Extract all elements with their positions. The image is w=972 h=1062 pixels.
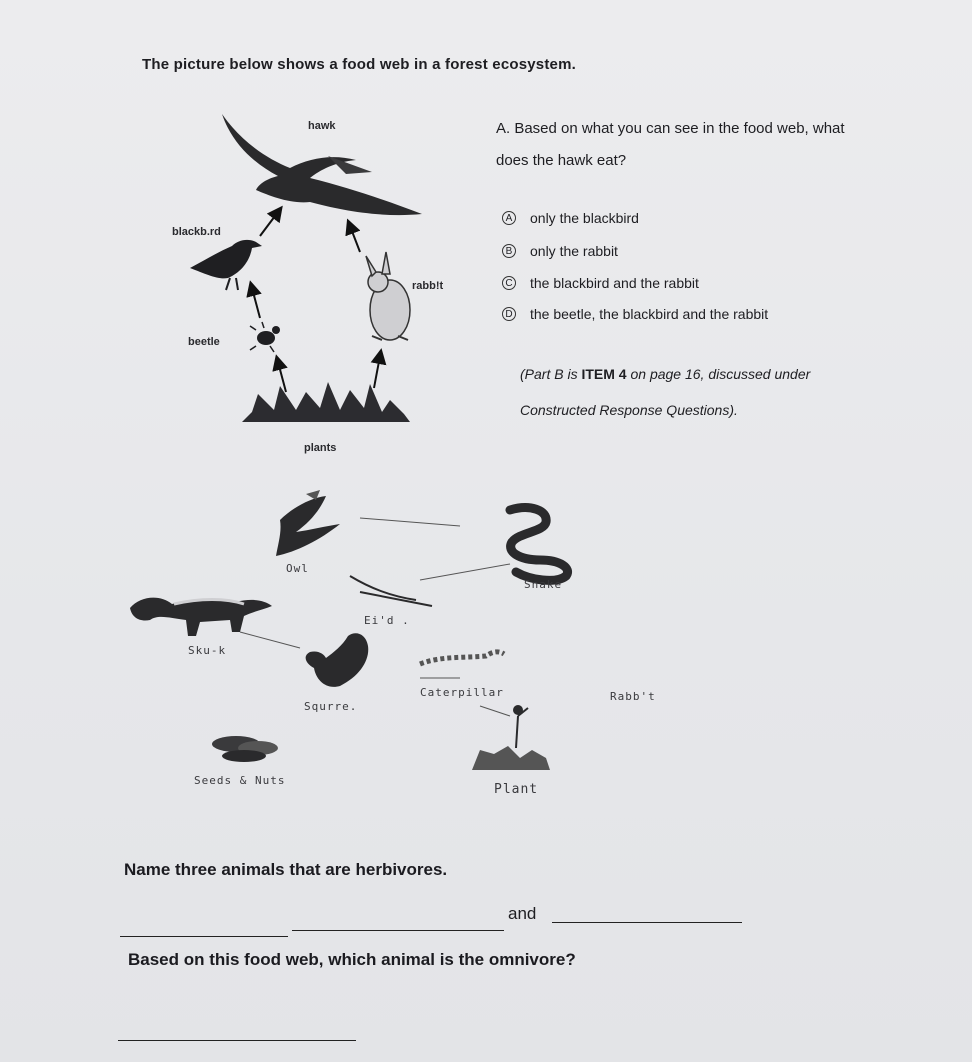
caterpillar-illustration xyxy=(420,652,504,664)
bird-illustration xyxy=(350,576,432,606)
question-a-line-1: A. Based on what you can see in the food web, what xyxy=(496,120,845,137)
squirrel-label: Squrre. xyxy=(304,700,358,713)
owl-illustration xyxy=(276,490,340,556)
arrow-blackbird-to-hawk xyxy=(260,212,278,236)
plants-illustration xyxy=(242,382,410,422)
herbivore-answer-blank-3[interactable] xyxy=(552,922,742,923)
omnivore-question: Based on this food web, which animal is the omnivore? xyxy=(128,950,576,969)
blackbird-label: blackb.rd xyxy=(172,226,221,238)
owl-label: Owl xyxy=(286,562,309,575)
beetle-label: beetle xyxy=(188,336,220,348)
choice-a-text: only the blackbird xyxy=(530,210,639,226)
part-b-note-line-2: Constructed Response Questions). xyxy=(520,402,738,418)
rabbit-illustration xyxy=(366,252,410,340)
herbivore-answer-blank-1[interactable] xyxy=(120,936,288,937)
choice-c[interactable] xyxy=(502,275,699,291)
omnivore-answer-blank[interactable] xyxy=(118,1040,356,1041)
snake-illustration xyxy=(510,508,568,581)
choice-b-text: only the rabbit xyxy=(530,243,618,259)
arrow-plants-to-rabbit xyxy=(374,356,380,388)
skunk-label: Sku-k xyxy=(188,644,227,657)
part-b-pre: (Part B is xyxy=(520,366,582,382)
seeds-and-nuts-illustration xyxy=(212,736,278,762)
arrow-plants-to-beetle xyxy=(278,362,286,392)
skunk-illustration xyxy=(130,598,272,636)
choice-a-bubble[interactable]: A xyxy=(502,211,516,225)
beetle-illustration xyxy=(250,322,280,352)
question-a-line-2: does the hawk eat? xyxy=(496,152,627,169)
herbivore-answer-blank-2[interactable] xyxy=(292,930,504,931)
intro-text: The picture below shows a food web in a forest ecosystem. xyxy=(142,56,576,73)
choice-c-bubble[interactable]: C xyxy=(502,276,516,290)
arrow-beetle-to-blackbird xyxy=(252,288,260,318)
food-web-diagram-1 xyxy=(160,100,480,440)
caterpillar-label: Caterpillar xyxy=(420,686,504,699)
rabbit-label: rabb!t xyxy=(412,280,444,292)
choice-d-text: the beetle, the blackbird and the rabbit xyxy=(530,306,769,322)
rabbit-2-label: Rabb't xyxy=(610,690,656,703)
squirrel-illustration xyxy=(306,633,369,687)
blackbird-illustration xyxy=(190,240,262,290)
choice-b[interactable] xyxy=(502,243,618,259)
snake-label: Snake xyxy=(524,578,563,591)
plants-label: plants xyxy=(304,442,337,454)
part-b-post: on page 16, discussed under xyxy=(626,366,811,382)
choice-c-text: the blackbird and the rabbit xyxy=(530,275,699,291)
herbivore-question: Name three animals that are herbivores. xyxy=(124,860,448,879)
arrow-rabbit-to-hawk xyxy=(350,226,360,252)
part-b-item: ITEM 4 xyxy=(581,366,627,382)
choice-d-bubble[interactable]: D xyxy=(502,307,516,321)
hawk-label: hawk xyxy=(308,120,336,132)
part-b-note-line-1 xyxy=(520,366,810,382)
bird-label: Ei'd . xyxy=(364,614,410,627)
plant-label: Plant xyxy=(494,782,539,797)
choice-d[interactable] xyxy=(502,306,768,322)
seeds-nuts-label: Seeds & Nuts xyxy=(194,774,286,787)
choice-b-bubble[interactable]: B xyxy=(502,244,516,258)
plant-illustration xyxy=(472,705,550,770)
choice-a[interactable] xyxy=(502,210,639,226)
and-word: and xyxy=(508,904,537,923)
